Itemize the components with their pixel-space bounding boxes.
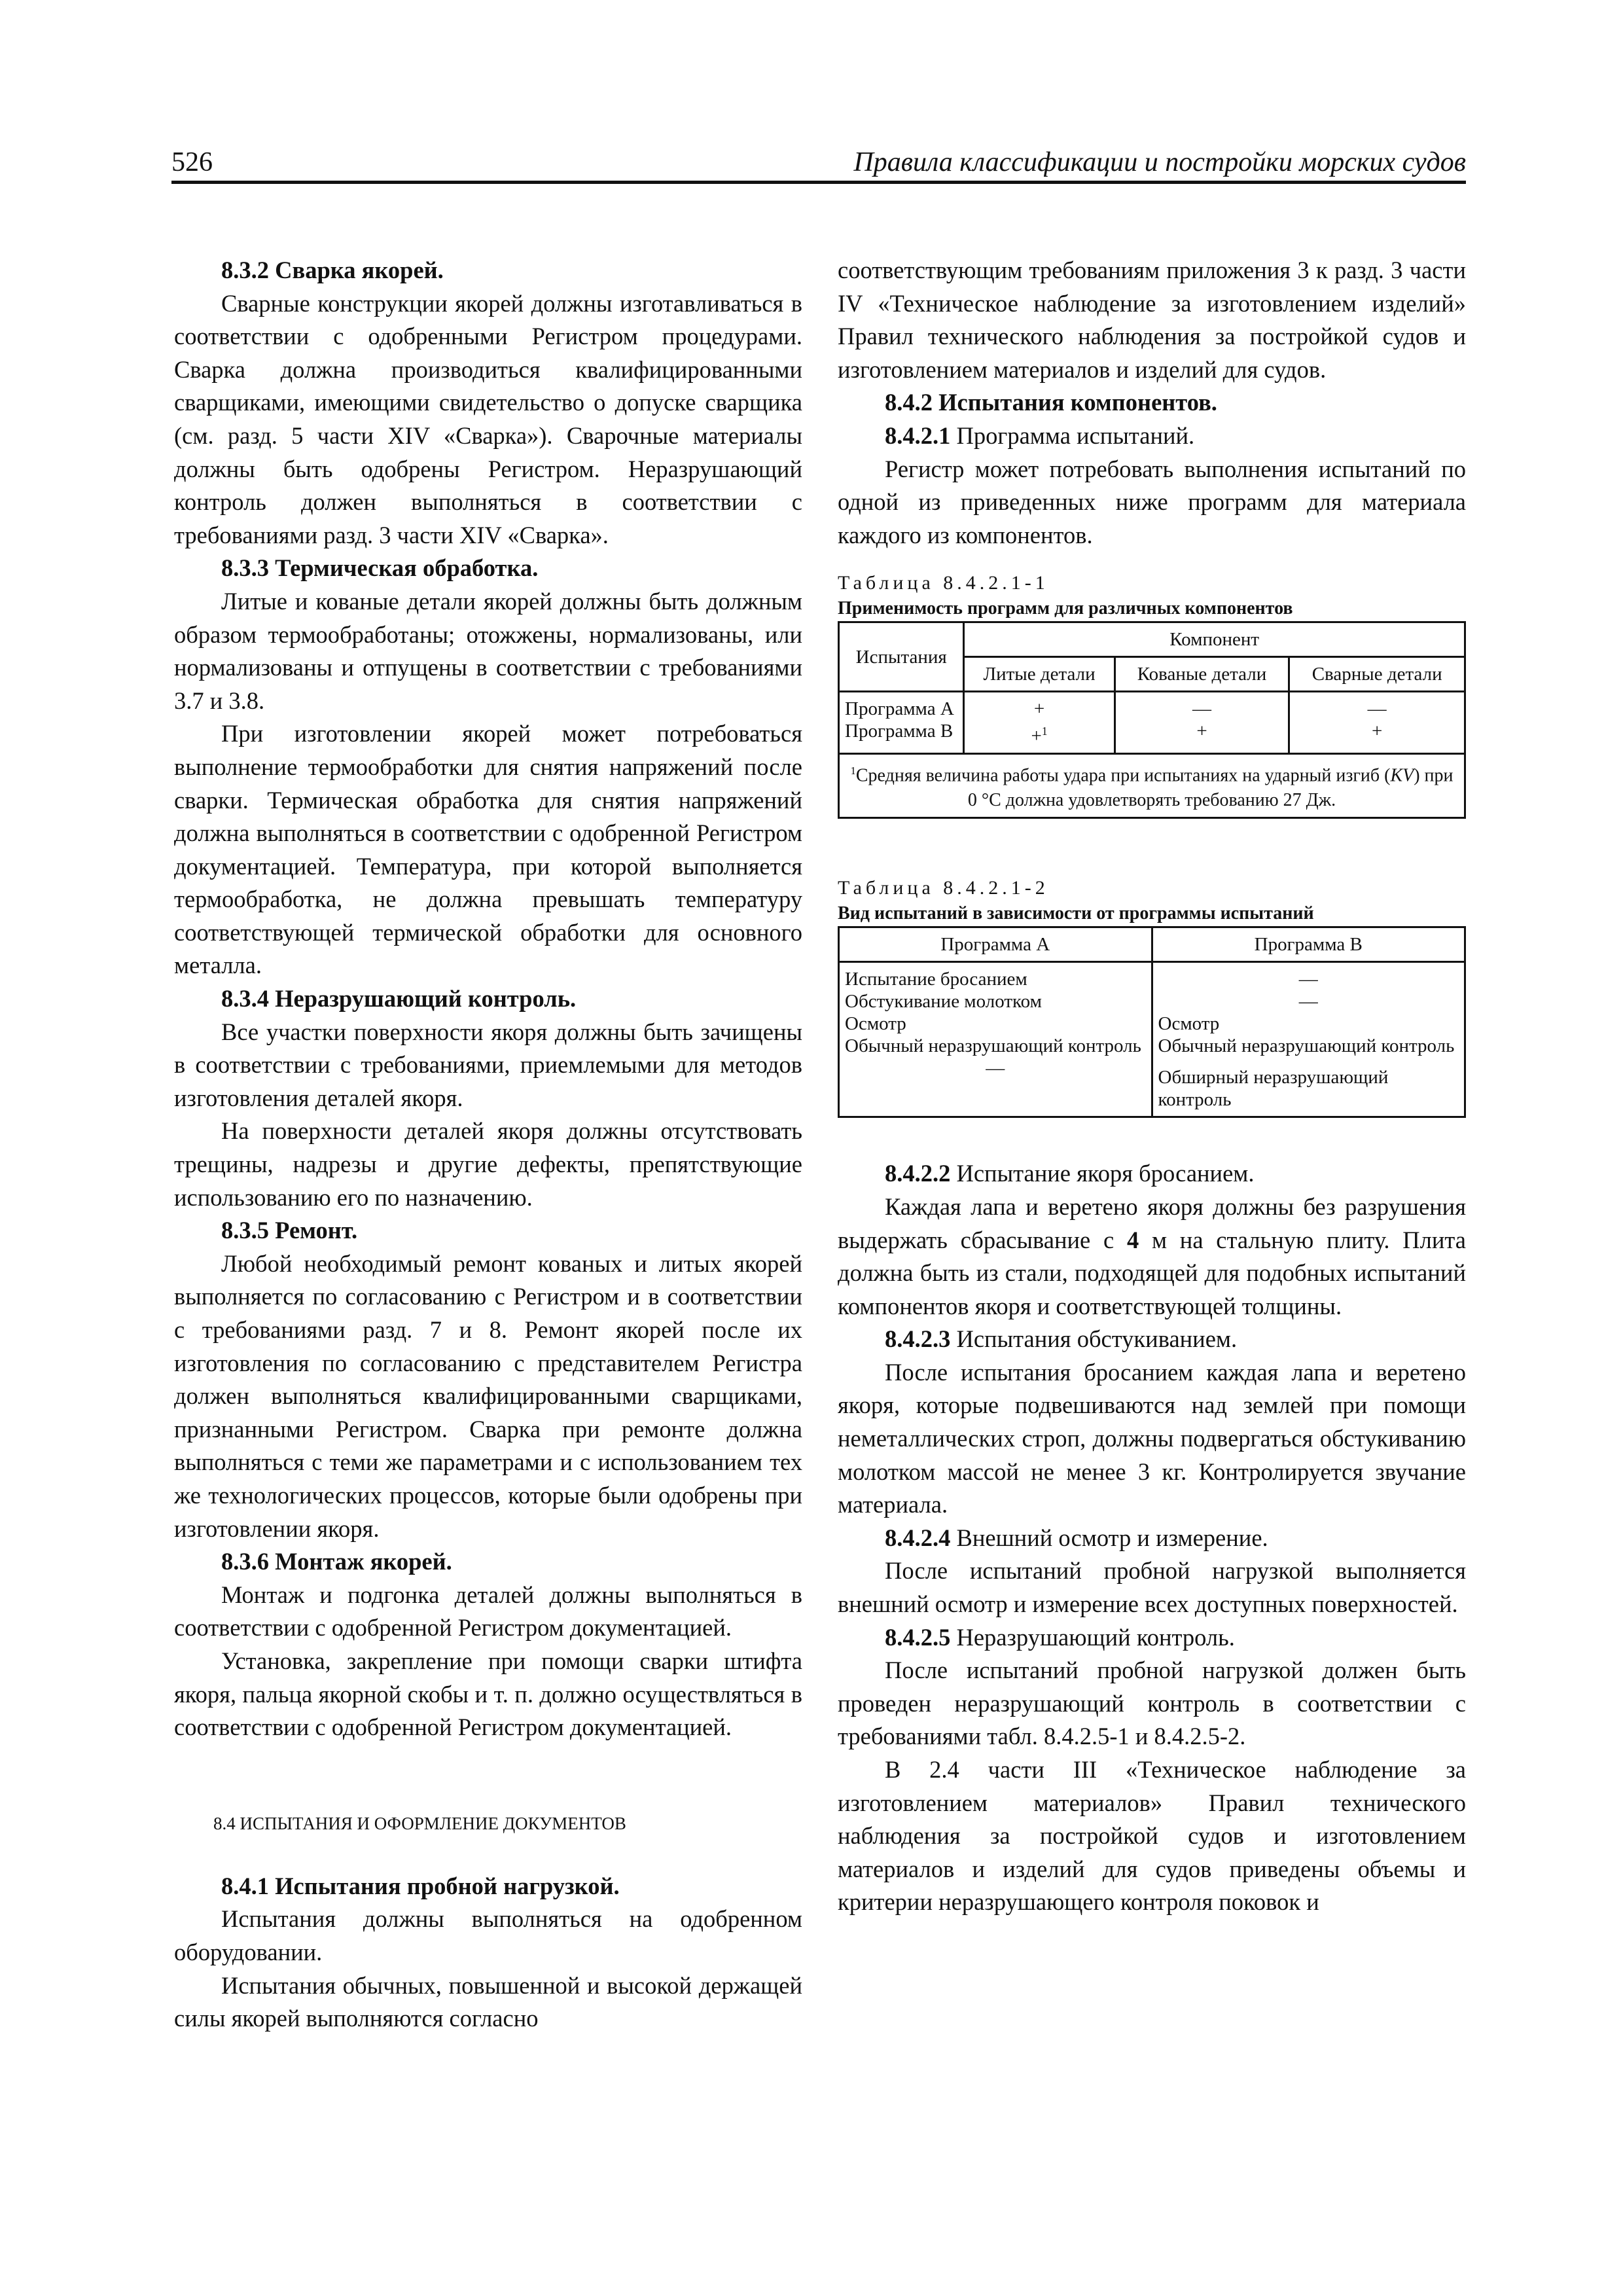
continued-paragraph: соответствующим требованиям приложения 3 к разд. 3 части IV «Техническое наблюдение за изготовлением изделий» Правил технического наблюдения за постройкой судов и изготовлением материалов и изделий для судов.	[838, 257, 1466, 383]
footnote-kv: KV	[1390, 765, 1414, 786]
cell-b-cast-value: +	[1031, 726, 1042, 747]
table-2-title: Вид испытаний в зависимости от программы испытаний	[838, 903, 1314, 924]
section-8-4-2-5-paragraph: После испытаний пробной нагрузкой должен быть проведен неразрушающий контроль в соответствии с требованиями табл. 8.4.2.5-1 и 8.4.2.5-2.	[838, 1657, 1466, 1750]
section-8-3-3-paragraph: Литые и кованые детали якорей должны быть должным образом термообработаны; отожжены, нормализованы, или нормализованы и отпущены в соответствии с требованиями 3.7 и 3.8.	[174, 587, 802, 714]
section-8-3-4-paragraph: На поверхности деталей якоря должны отсутствовать трещины, надрезы и другие дефекты, препятствующие использованию его по назначению.	[174, 1117, 802, 1211]
table-1-title: Применимость программ для различных компонентов	[838, 598, 1293, 619]
table-test-types	[838, 926, 1466, 1118]
footnote-text-end: ) при 0 °С должна удовлетворять требованию 27 Дж.	[967, 765, 1454, 811]
program-a-tests	[839, 962, 1152, 1117]
section-8-4-2-2-body	[838, 1191, 1466, 1323]
right-column	[838, 254, 1466, 1919]
section-8-4-1-paragraph: Испытания должны выполняться на одобренном оборудовании.	[174, 1905, 802, 1965]
section-8-4-2-1-title	[838, 420, 1466, 453]
cell-a-forged: —	[1192, 698, 1212, 720]
section-8-4-2-3-title	[838, 1323, 1466, 1356]
test-item: Осмотр	[845, 1013, 906, 1035]
section-8-3-5-body: Любой необходимый ремонт кованых и литых якорей выполняется по согласованию с Регистром и в соответствии с требованиями разд. 7 и 8. Ремонт якорей после их изготовления по согласованию с представителем Регистра должен выполняться квалифицированными сварщиками, признанными Регистром. Сварка при ремонте должна выполняться с теми же параметрами и с использованием тех же технологических процессов, которые были одобрены при изготовлении якоря.	[174, 1249, 802, 1542]
row-label-program-b: Программа В	[845, 721, 954, 742]
section-8-4-2-5-title	[838, 1621, 1466, 1655]
section-8-3-4-paragraph: Все участки поверхности якоря должны быть зачищены в соответствии с требованиями, приемлемыми для методов изготовления деталей якоря.	[174, 1018, 802, 1111]
cell-a-cast: +	[1033, 698, 1045, 720]
section-8-3-5-title: 8.3.5 Ремонт.	[221, 1217, 358, 1244]
table-header-forged: Кованые детали	[1115, 657, 1289, 692]
test-item: Обстукивание молотком	[845, 991, 1042, 1013]
table-program-applicability	[838, 621, 1466, 819]
table-footnote	[839, 754, 1465, 818]
section-8-4-2-3-body: После испытания бросанием каждая лапа и веретено якоря, которые подвешиваются над землей при помощи неметаллических строп, должны подвергаться обстукиванию молотком массой не менее 3 кг. Контролируется звучание материала.	[838, 1358, 1466, 1518]
section-8-3-3-paragraph: При изготовлении якорей может потребоваться выполнение термообработки для снятия напряжений после сварки. Термическая обработка для снятия напряжений должна выполняться в соответствии с одобренной Регистром документацией. Температура, при которой выполняется термообработка, не должна превышать температуру соответствующей термической обработки для основного металла.	[174, 720, 802, 979]
section-8-4-1-paragraph: Испытания обычных, повышенной и высокой держащей силы якорей выполняются согласно	[174, 1971, 802, 2032]
table-header-program-b: Программа В	[1152, 927, 1465, 962]
test-item: Осмотр	[1158, 1013, 1220, 1035]
cell-a-welded: —	[1367, 698, 1387, 720]
section-8-3-4-title: 8.3.4 Неразрушающий контроль.	[221, 985, 577, 1013]
section-8-4-2-2-title	[838, 1157, 1466, 1191]
body-text: Каждая лапа и веретено якоря должны без разрушения выдержать сбрасывание с	[838, 1193, 1466, 1253]
clause-number: 8.4.2.1	[885, 422, 951, 449]
page-header	[171, 143, 1466, 184]
section-8-4-2-4-body: После испытаний пробной нагрузкой выполняется внешний осмотр и измерение всех доступных поверхностей.	[838, 1557, 1466, 1618]
section-8-3-6-paragraph: Установка, закрепление при помощи сварки штифта якоря, пальца якорной скобы и т. п. должно осуществляться в соответствии с одобренной Регистром документацией.	[174, 1647, 802, 1741]
table-header-tests: Испытания	[839, 622, 964, 692]
left-column	[174, 254, 802, 2036]
cell-b-forged: +	[1196, 721, 1207, 742]
running-title: Правила классификации и постройки морских судов	[853, 147, 1466, 177]
section-8-4-heading: 8.4 ИСПЫТАНИЯ И ОФОРМЛЕНИЕ ДОКУМЕНТОВ	[213, 1813, 626, 1833]
test-item: Обычный неразрушающий контроль	[1158, 1035, 1455, 1057]
page-number: 526	[171, 147, 213, 177]
section-8-4-2-5-paragraph: В 2.4 части III «Техническое наблюдение за изготовлением материалов» Правил технического наблюдения за постройкой судов и изготовлением материалов и изделий для судов приведены объемы и критерии неразрушающего контроля поковок и	[838, 1756, 1466, 1916]
footnote-text: Средняя величина работы удара при испытаниях на ударный изгиб (	[855, 765, 1391, 786]
table-row-labels	[839, 692, 964, 754]
footnote-mark: 1	[1041, 725, 1048, 738]
table-header-cast: Литые детали	[964, 657, 1115, 692]
clause-title: Неразрушающий контроль.	[950, 1623, 1235, 1651]
table-cell-forged	[1115, 692, 1289, 754]
test-item: Обычный неразрушающий контроль	[845, 1035, 1141, 1057]
test-item: Обширный неразрушающий контроль	[1158, 1067, 1389, 1111]
table-1-caption: Таблица 8.4.2.1-1	[838, 572, 1049, 594]
body-number: 4	[1126, 1226, 1139, 1253]
clause-title: Программа испытаний.	[950, 422, 1195, 449]
cell-b-welded: +	[1371, 721, 1383, 742]
table-cell-welded	[1289, 692, 1465, 754]
row-label-program-a: Программа А	[845, 698, 954, 720]
section-8-3-6-paragraph: Монтаж и подгонка деталей должны выполняться в соответствии с одобренной Регистром документацией.	[174, 1581, 802, 1641]
section-8-4-2-4-title	[838, 1522, 1466, 1555]
table-cell-cast	[964, 692, 1115, 754]
table-header-welded: Сварные детали	[1289, 657, 1465, 692]
clause-number: 8.4.2.2	[885, 1160, 951, 1187]
test-item: Испытание бросанием	[845, 969, 1027, 990]
section-8-3-2-title: 8.3.2 Сварка якорей.	[221, 257, 444, 283]
clause-number: 8.4.2.3	[885, 1325, 951, 1353]
clause-title: Испытания обстукиванием.	[950, 1325, 1238, 1353]
table-header-program-a: Программа А	[839, 927, 1152, 962]
test-item: —	[1298, 991, 1318, 1013]
section-8-4-2-1-body: Регистр может потребовать выполнения испытаний по одной из приведенных ниже программ для материала каждого из компонентов.	[838, 455, 1466, 548]
section-8-3-3-title: 8.3.3 Термическая обработка.	[221, 554, 539, 582]
program-b-tests	[1152, 962, 1465, 1117]
clause-number: 8.4.2.5	[885, 1623, 951, 1651]
section-8-3-2-body: Сварные конструкции якорей должны изготавливаться в соответствии с одобренными Регистром процедурами. Сварка должна производиться квалифицированными сварщиками, имеющими свидетельство о допуске сварщика (см. разд. 5 части XIV «Сварка»). Сварочные материалы должны быть одобрены Регистром. Неразрушающий контроль должен выполняться в соответствии с требованиями разд. 3 части XIV «Сварка».	[174, 289, 802, 548]
table-2-caption: Таблица 8.4.2.1-2	[838, 877, 1049, 899]
test-item: —	[1298, 969, 1318, 990]
section-8-4-2-title: 8.4.2 Испытания компонентов.	[885, 389, 1217, 416]
footnote-mark: 1	[850, 764, 856, 777]
clause-title: Внешний осмотр и измерение.	[950, 1524, 1268, 1551]
section-8-3-6-title: 8.3.6 Монтаж якорей.	[221, 1548, 452, 1575]
clause-number: 8.4.2.4	[885, 1524, 951, 1551]
test-item: —	[986, 1058, 1005, 1079]
body-text: м на стальную плиту. Плита должна быть из стали, подходящей для подобных испытаний компонентов якоря и соответствующей толщины.	[838, 1226, 1466, 1319]
table-header-component: Компонент	[964, 622, 1465, 657]
section-8-4-1-title: 8.4.1 Испытания пробной нагрузкой.	[221, 1872, 620, 1899]
cell-b-cast	[970, 720, 1108, 747]
clause-title: Испытание якоря бросанием.	[950, 1160, 1255, 1187]
